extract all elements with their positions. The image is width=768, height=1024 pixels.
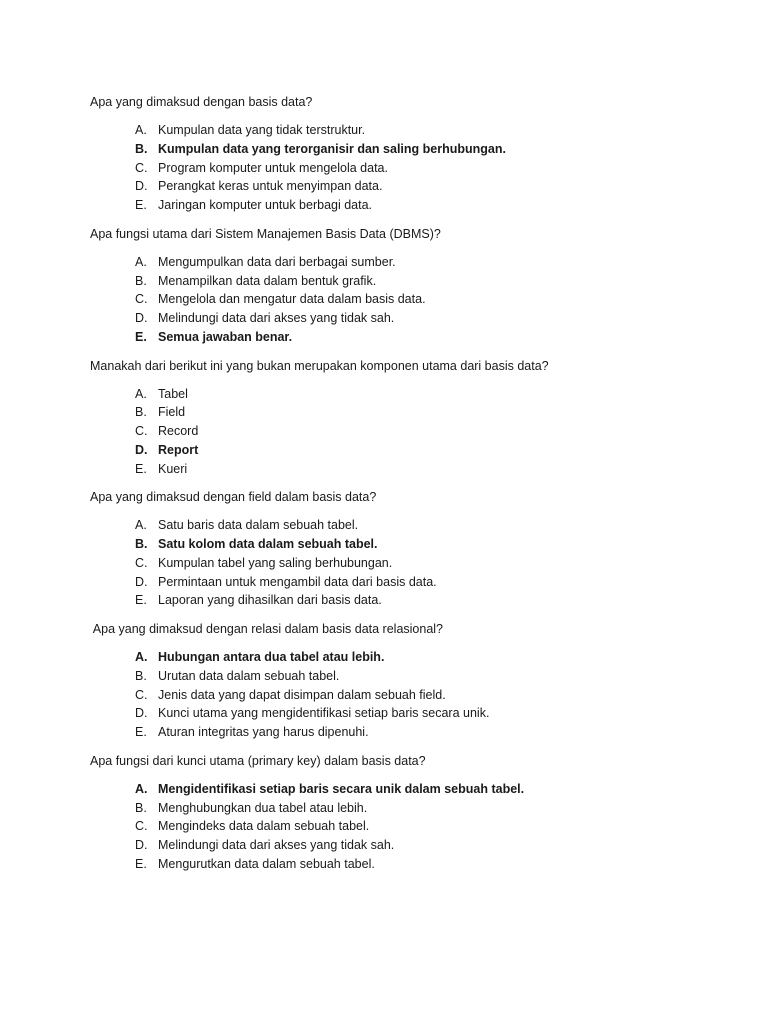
option-letter: E. xyxy=(135,593,147,608)
answer-option xyxy=(90,817,710,836)
option-letter: B. xyxy=(135,668,147,683)
option-letter: C. xyxy=(135,819,148,834)
option-letter: D. xyxy=(135,574,148,589)
answer-options xyxy=(90,385,710,479)
option-text: Kumpulan tabel yang saling berhubungan. xyxy=(158,555,393,570)
option-text: Satu kolom data dalam sebuah tabel. xyxy=(158,537,378,551)
option-letter: B. xyxy=(135,537,148,551)
option-text: Melindungi data dari akses yang tidak sah. xyxy=(158,838,395,852)
quiz-content xyxy=(90,93,710,874)
option-text: Melindungi data dari akses yang tidak sah. xyxy=(158,311,395,325)
question-text: Apa yang dimaksud dengan relasi dalam basis data relasional? xyxy=(90,622,444,636)
option-letter: B. xyxy=(135,141,148,156)
option-text: Jenis data yang dapat disimpan dalam sebuah field. xyxy=(158,687,446,702)
option-text: Menghubungkan dua tabel atau lebih. xyxy=(158,800,368,815)
question-block xyxy=(90,488,710,610)
option-text: Mengelola dan mengatur data dalam basis data. xyxy=(158,292,426,307)
option-letter: A. xyxy=(135,781,148,796)
option-text: Mengumpulkan data dari berbagai sumber. xyxy=(158,254,396,269)
option-letter: A. xyxy=(135,518,147,533)
question-block xyxy=(90,752,710,874)
answer-option-correct xyxy=(90,328,710,347)
answer-option-correct xyxy=(90,648,710,667)
option-text: Aturan integritas yang harus dipenuhi. xyxy=(158,725,369,739)
option-letter: D. xyxy=(135,706,148,721)
option-text: Mengurutkan data dalam sebuah tabel. xyxy=(158,856,375,871)
option-letter: E. xyxy=(135,461,147,476)
option-text: Kumpulan data yang terorganisir dan saling berhubungan. xyxy=(158,141,506,156)
option-text: Mengidentifikasi setiap baris secara unik dalam sebuah tabel. xyxy=(158,781,525,796)
option-text: Permintaan untuk mengambil data dari basis data. xyxy=(158,574,437,589)
option-letter: C. xyxy=(135,687,148,702)
answer-option xyxy=(90,591,710,610)
option-text: Perangkat keras untuk menyimpan data. xyxy=(158,179,383,194)
answer-option-correct xyxy=(90,441,710,460)
answer-option xyxy=(90,554,710,573)
answer-option xyxy=(90,272,710,291)
answer-option xyxy=(90,403,710,422)
option-letter: C. xyxy=(135,555,148,570)
answer-option xyxy=(90,836,710,855)
answer-options xyxy=(90,648,710,742)
answer-option xyxy=(90,516,710,535)
option-letter: B. xyxy=(135,405,147,420)
option-text: Semua jawaban benar. xyxy=(158,329,293,344)
option-text: Program komputer untuk mengelola data. xyxy=(158,160,388,175)
answer-options xyxy=(90,516,710,610)
question-block xyxy=(90,357,710,479)
answer-option xyxy=(90,159,710,178)
answer-option xyxy=(90,855,710,874)
answer-option xyxy=(90,704,710,723)
answer-option-correct xyxy=(90,140,710,159)
question-block xyxy=(90,225,710,347)
answer-option xyxy=(90,385,710,404)
option-text: Hubungan antara dua tabel atau lebih. xyxy=(158,650,385,664)
option-text: Kumpulan data yang tidak terstruktur. xyxy=(158,123,366,137)
answer-options xyxy=(90,253,710,347)
question-text: Apa fungsi dari kunci utama (primary key) dalam basis data? xyxy=(90,753,426,768)
option-text: Satu baris data dalam sebuah tabel. xyxy=(158,518,359,533)
option-text: Laporan yang dihasilkan dari basis data. xyxy=(158,593,382,608)
option-letter: B. xyxy=(135,800,147,815)
option-letter: B. xyxy=(135,273,147,288)
option-letter: A. xyxy=(135,254,147,269)
answer-option xyxy=(90,422,710,441)
option-text: Tabel xyxy=(158,386,188,401)
answer-option-correct xyxy=(90,780,710,799)
answer-options xyxy=(90,780,710,874)
option-letter: C. xyxy=(135,292,148,307)
answer-option xyxy=(90,196,710,215)
option-letter: E. xyxy=(135,725,147,739)
option-letter: D. xyxy=(135,442,148,457)
option-text: Jaringan komputer untuk berbagi data. xyxy=(158,198,373,212)
option-letter: C. xyxy=(135,160,148,175)
question-text: Apa yang dimaksud dengan basis data? xyxy=(90,95,313,109)
option-text: Mengindeks data dalam sebuah tabel. xyxy=(158,819,370,834)
question-text: Apa fungsi utama dari Sistem Manajemen Basis Data (DBMS)? xyxy=(90,226,441,241)
answer-options xyxy=(90,121,710,215)
option-text: Menampilkan data dalam bentuk grafik. xyxy=(158,273,377,288)
question-text: Manakah dari berikut ini yang bukan merupakan komponen utama dari basis data? xyxy=(90,358,549,373)
question-block xyxy=(90,93,710,215)
option-letter: D. xyxy=(135,311,148,325)
answer-option xyxy=(90,723,710,742)
option-text: Report xyxy=(158,442,199,457)
answer-option xyxy=(90,121,710,140)
answer-option-correct xyxy=(90,535,710,554)
option-text: Kunci utama yang mengidentifikasi setiap baris secara unik. xyxy=(158,706,490,721)
question-text: Apa yang dimaksud dengan field dalam basis data? xyxy=(90,490,377,505)
option-letter: A. xyxy=(135,123,147,137)
answer-option xyxy=(90,253,710,272)
answer-option xyxy=(90,309,710,328)
option-text: Urutan data dalam sebuah tabel. xyxy=(158,668,340,683)
answer-option xyxy=(90,290,710,309)
answer-option xyxy=(90,177,710,196)
option-text: Record xyxy=(158,424,199,438)
option-text: Kueri xyxy=(158,461,188,476)
question-block xyxy=(90,620,710,742)
option-text: Field xyxy=(158,405,186,420)
answer-option xyxy=(90,799,710,818)
option-letter: A. xyxy=(135,386,147,401)
option-letter: E. xyxy=(135,856,147,871)
option-letter: E. xyxy=(135,198,147,212)
option-letter: C. xyxy=(135,424,148,438)
option-letter: A. xyxy=(135,650,148,664)
answer-option xyxy=(90,573,710,592)
answer-option xyxy=(90,460,710,479)
option-letter: D. xyxy=(135,838,148,852)
answer-option xyxy=(90,667,710,686)
answer-option xyxy=(90,686,710,705)
option-letter: E. xyxy=(135,329,147,344)
option-letter: D. xyxy=(135,179,148,194)
